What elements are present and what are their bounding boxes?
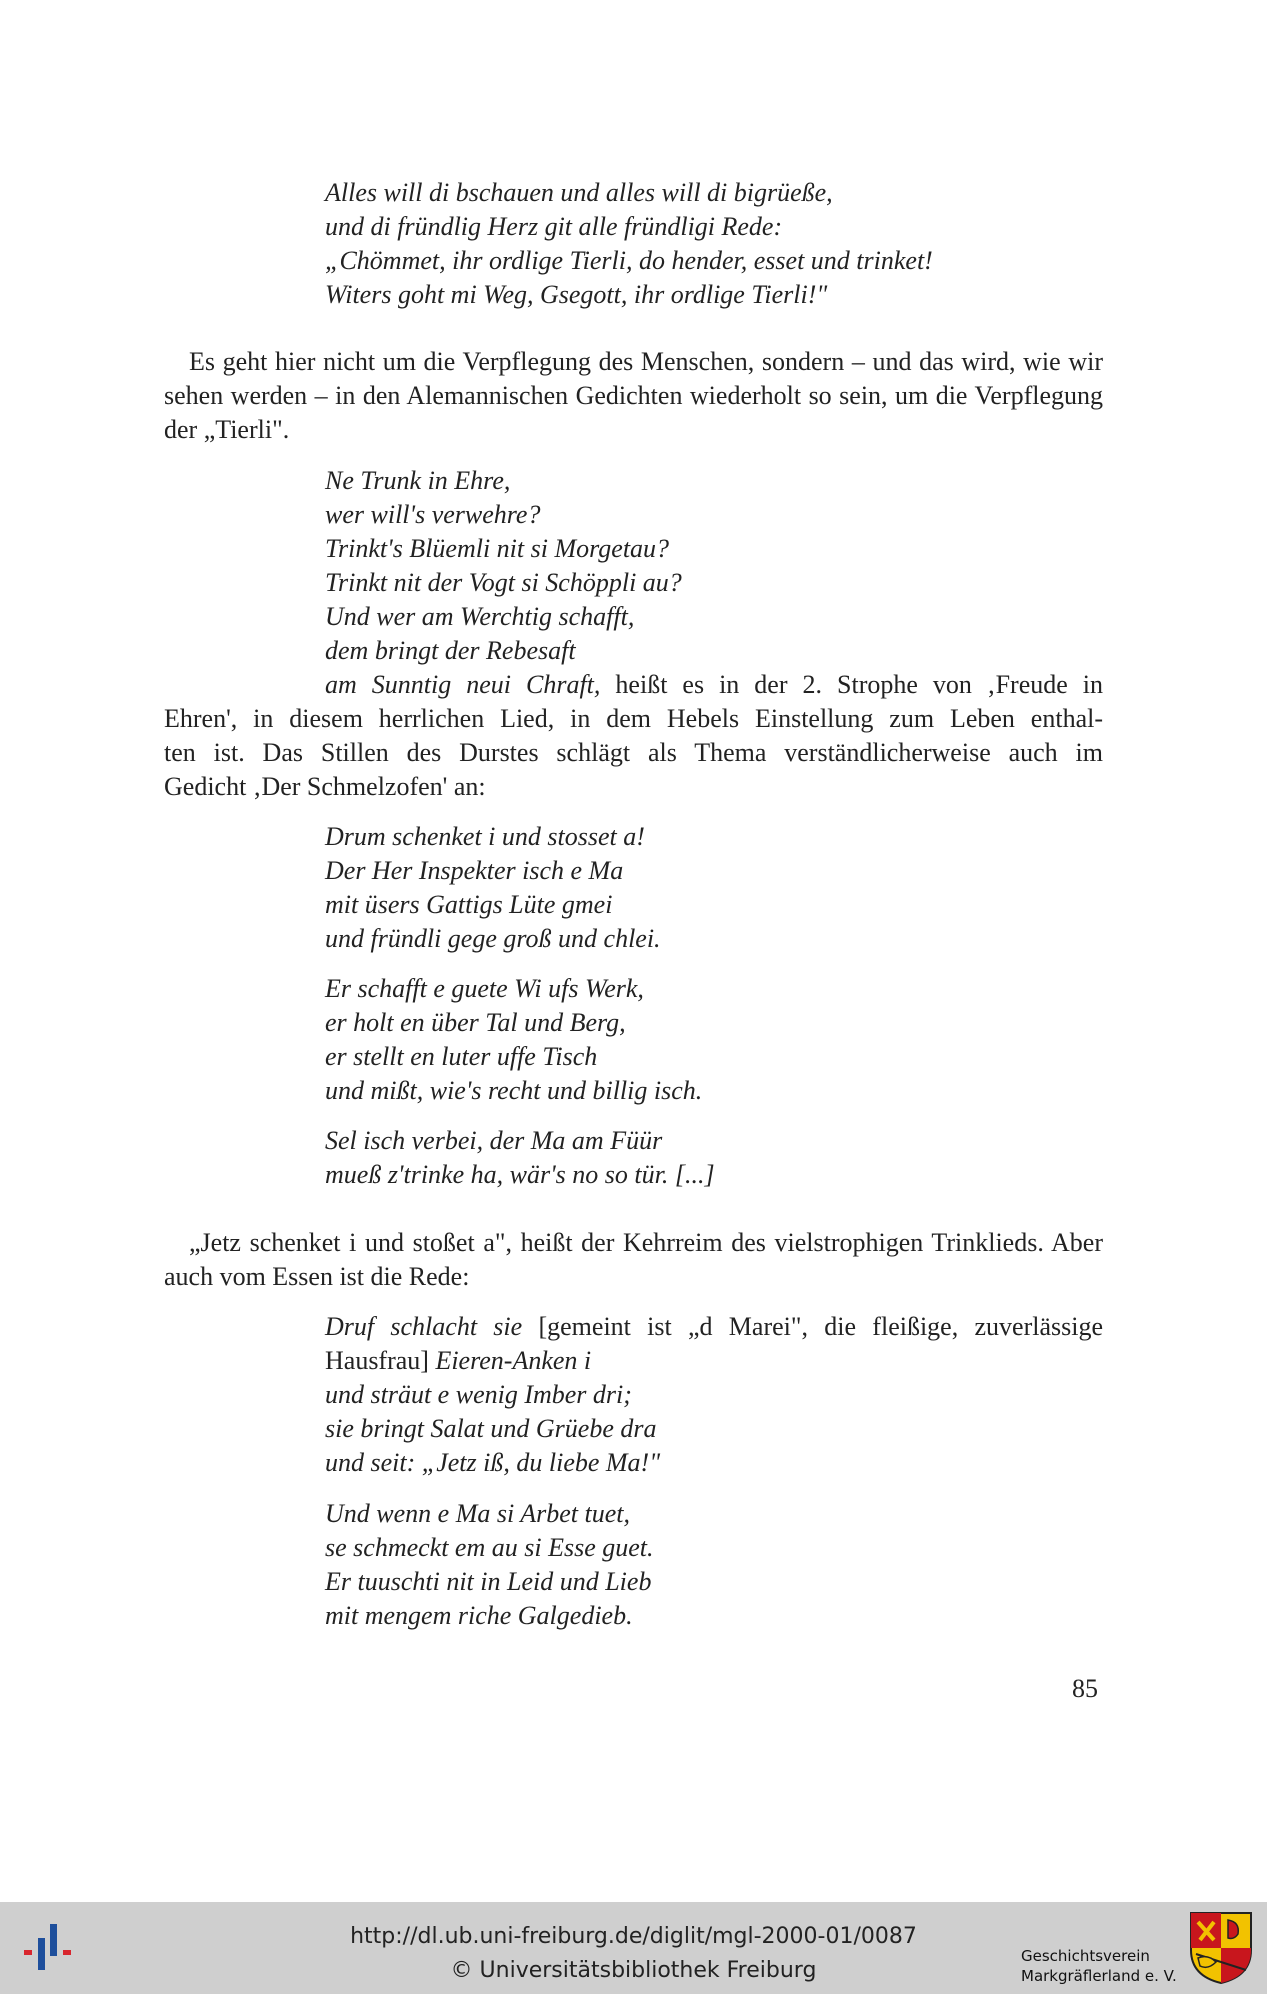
footer-bar (0, 1902, 1267, 1994)
verse-line: Alles will di bschauen und alles will di bigrüeße, (325, 178, 833, 207)
verse-line: Er tuuschti nit in Leid und Lieb (325, 1567, 652, 1596)
copyright-text: © Universitätsbibliothek Freiburg (450, 1958, 817, 1983)
association-name (1021, 1946, 1177, 1986)
verse-line-end: am Sunntig neui Chraft, (325, 670, 601, 699)
paragraph-1: Es geht hier nicht um die Verpflegung des Menschen, sondern – und das wird, wie wir sehen werden – in den Alemannischen Gedichten wiederholt so sein, um die Verpflegung der „Tierli". (164, 347, 1103, 444)
source-url-link[interactable]: http://dl.ub.uni-freiburg.de/diglit/mgl-2000-01/0087 (350, 1924, 917, 1949)
verse-line: „Chömmet, ihr ordlige Tierli, do hender, esset und trinket! (325, 246, 933, 275)
verse-line: Der Her Inspekter isch e Ma (325, 856, 624, 885)
association-line-1: Geschichtsverein (1021, 1947, 1150, 1965)
verse-line: dem bringt der Rebesaft (325, 636, 576, 665)
prose-insert: Hausfrau] (325, 1346, 429, 1375)
coat-of-arms-icon (1188, 1910, 1254, 1986)
verse-line: und sträut e wenig Imber dri; (325, 1380, 632, 1409)
verse-line: Er schafft e guete Wi ufs Werk, (325, 974, 644, 1003)
prose-line: Ehren', in diesem herrlichen Lied, in dem Hebels Einstellung zum Leben enthal- (164, 704, 1103, 733)
verse-line: mit üsers Gattigs Lüte gmei (325, 890, 613, 919)
verse-block-5 (325, 1124, 1115, 1192)
verse-line: er holt en über Tal und Berg, (325, 1008, 626, 1037)
page-number: 85 (1072, 1674, 1098, 1703)
verse-line: Und wer am Werchtig schafft, (325, 602, 635, 631)
verse-line: Drum schenket i und stosset a! (325, 822, 645, 851)
prose-insert: [gemeint ist „d Marei", die fleißige, zuverlässige (522, 1312, 1103, 1341)
verse-line: er stellt en luter uffe Tisch (325, 1042, 598, 1071)
mixed-line-first (164, 668, 1103, 702)
verse-line: und seit: „Jetz iß, du liebe Ma!" (325, 1448, 661, 1477)
verse-line: Ne Trunk in Ehre, (325, 466, 511, 495)
verse-block-3 (325, 820, 1115, 956)
paragraph-2: „Jetz schenket i und stoßet a", heißt der Kehrreim des vielstrophigen Trinklieds. Aber auch vom Essen ist die Rede: (164, 1228, 1103, 1291)
verse-line: Witers goht mi Weg, Gsegott, ihr ordlige Tierli!" (325, 280, 828, 309)
verse-line: und di fründlig Herz git alle fründligi Rede: (325, 212, 783, 241)
verse-fragment: Druf schlacht sie (325, 1312, 523, 1341)
verse-line: wer will's verwehre? (325, 500, 541, 529)
verse-block-6 (325, 1497, 1115, 1633)
verse-line: mueß z'trinke ha, wär's no so tür. [...] (325, 1160, 715, 1189)
verse-fragment: Eieren-Anken i (428, 1346, 592, 1375)
verse-block-2 (325, 464, 1115, 668)
prose-continuation: heißt es in der 2. Strophe von ‚Freude in (600, 670, 1103, 699)
mixed-line-second (325, 1344, 1103, 1378)
verse-line: sie bringt Salat und Grüebe dra (325, 1414, 657, 1443)
verse-line: Und wenn e Ma si Arbet tuet, (325, 1499, 630, 1528)
verse-line: Trinkt nit der Vogt si Schöppli au? (325, 568, 682, 597)
mixed-line-first (325, 1310, 1103, 1344)
mixed-paragraph-2 (325, 1310, 1103, 1480)
verse-block-1 (325, 176, 1115, 312)
verse-line: und mißt, wie's recht und billig isch. (325, 1076, 703, 1105)
verse-line: se schmeckt em au si Esse guet. (325, 1533, 654, 1562)
prose-line: Gedicht ‚Der Schmelzofen' an: (164, 772, 486, 801)
mixed-paragraph-1 (164, 668, 1103, 804)
verse-line: Sel isch verbei, der Ma am Füür (325, 1126, 663, 1155)
verse-line: Trinkt's Blüemli nit si Morgetau? (325, 534, 670, 563)
verse-line: mit mengem riche Galgedieb. (325, 1601, 633, 1630)
association-line-2: Markgräflerland e. V. (1021, 1967, 1177, 1985)
verse-block-4 (325, 972, 1115, 1108)
verse-line: und fründli gege groß und chlei. (325, 924, 661, 953)
prose-line: ten ist. Das Stillen des Durstes schlägt als Thema verständlicherweise auch im (164, 738, 1103, 767)
